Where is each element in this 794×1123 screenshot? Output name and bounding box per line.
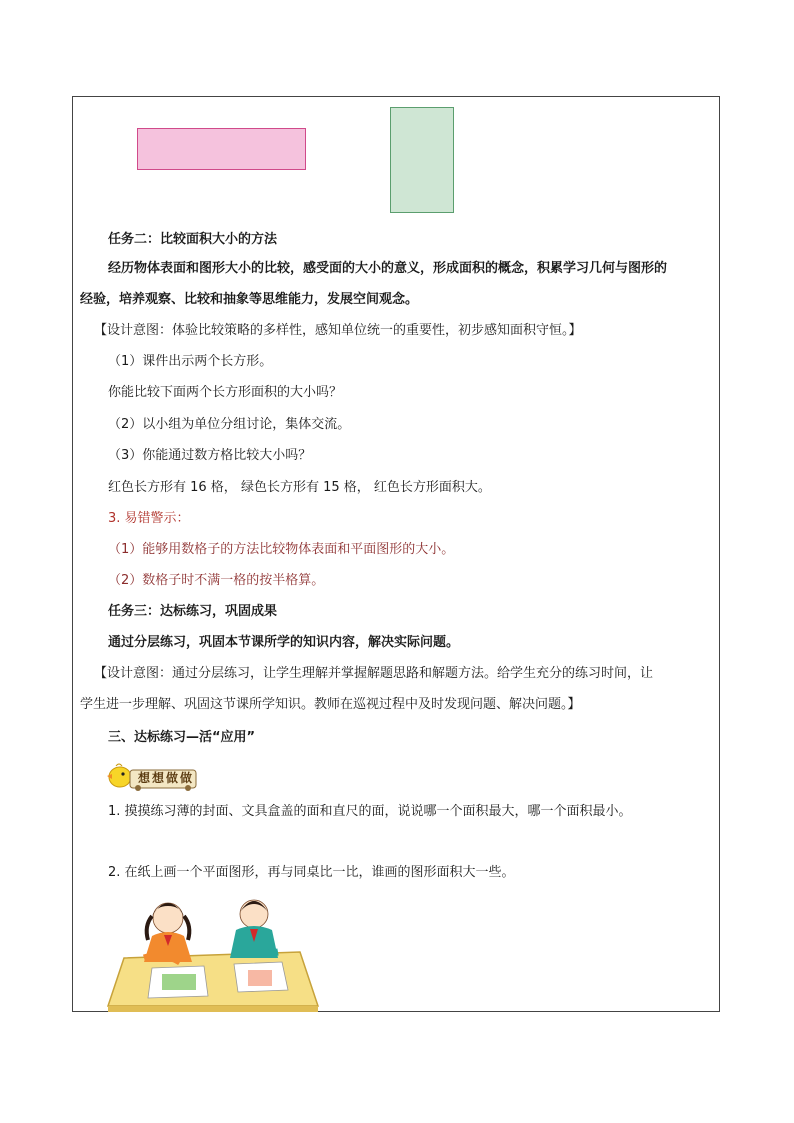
section3-title: 三、达标练习—活“应用” <box>108 730 256 745</box>
exercise-2: 2. 在纸上画一个平面图形，再与同桌比一比，谁画的图形面积大一些。 <box>108 865 515 880</box>
green-rectangle <box>390 107 454 213</box>
task2-step1: （1）课件出示两个长方形。 <box>108 354 273 369</box>
badge-label: 想想做做 <box>138 771 195 785</box>
task2-goal-line2: 经验，培养观察、比较和抽象等思维能力，发展空间观念。 <box>80 292 419 307</box>
task2-design-intent: 【设计意图：体验比较策略的多样性，感知单位统一的重要性，初步感知面积守恒。】 <box>94 323 582 338</box>
pink-rectangle <box>137 128 306 170</box>
task3-title: 任务三：达标练习，巩固成果 <box>108 604 278 619</box>
task2-question: 你能比较下面两个长方形面积的大小吗？ <box>108 385 343 400</box>
warning-item-2: （2）数格子时不满一格的按半格算。 <box>108 573 325 588</box>
task3-design-intent-line1: 【设计意图：通过分层练习，让学生理解并掌握解题思路和解题方法。给学生充分的练习时间，让 <box>94 666 654 681</box>
warning-title: 3. 易错警示： <box>108 511 190 526</box>
task2-answer: 红色长方形有 16 格， 绿色长方形有 15 格， 红色长方形面积大。 <box>108 480 491 495</box>
task3-design-intent-line2: 学生进一步理解、巩固这节课所学知识。教师在巡视过程中及时发现问题、解决问题。】 <box>80 697 581 712</box>
task2-step2: （2）以小组为单位分组讨论，集体交流。 <box>108 417 351 432</box>
task3-goal: 通过分层练习，巩固本节课所学的知识内容，解决实际问题。 <box>108 635 460 650</box>
task2-goal-line1: 经历物体表面和图形大小的比较，感受面的大小的意义，形成面积的概念，积累学习几何与图形的 <box>108 261 668 276</box>
exercise-1: 1. 摸摸练习薄的封面、文具盒盖的面和直尺的面，说说哪一个面积最大，哪一个面积最小。 <box>108 804 632 819</box>
task2-title: 任务二：比较面积大小的方法 <box>108 232 278 247</box>
think-and-do-badge <box>104 760 204 792</box>
warning-item-1: （1）能够用数格子的方法比较物体表面和平面图形的大小。 <box>108 542 455 557</box>
children-at-desk-illustration <box>104 888 320 1012</box>
task2-step3: （3）你能通过数方格比较大小吗？ <box>108 448 312 463</box>
